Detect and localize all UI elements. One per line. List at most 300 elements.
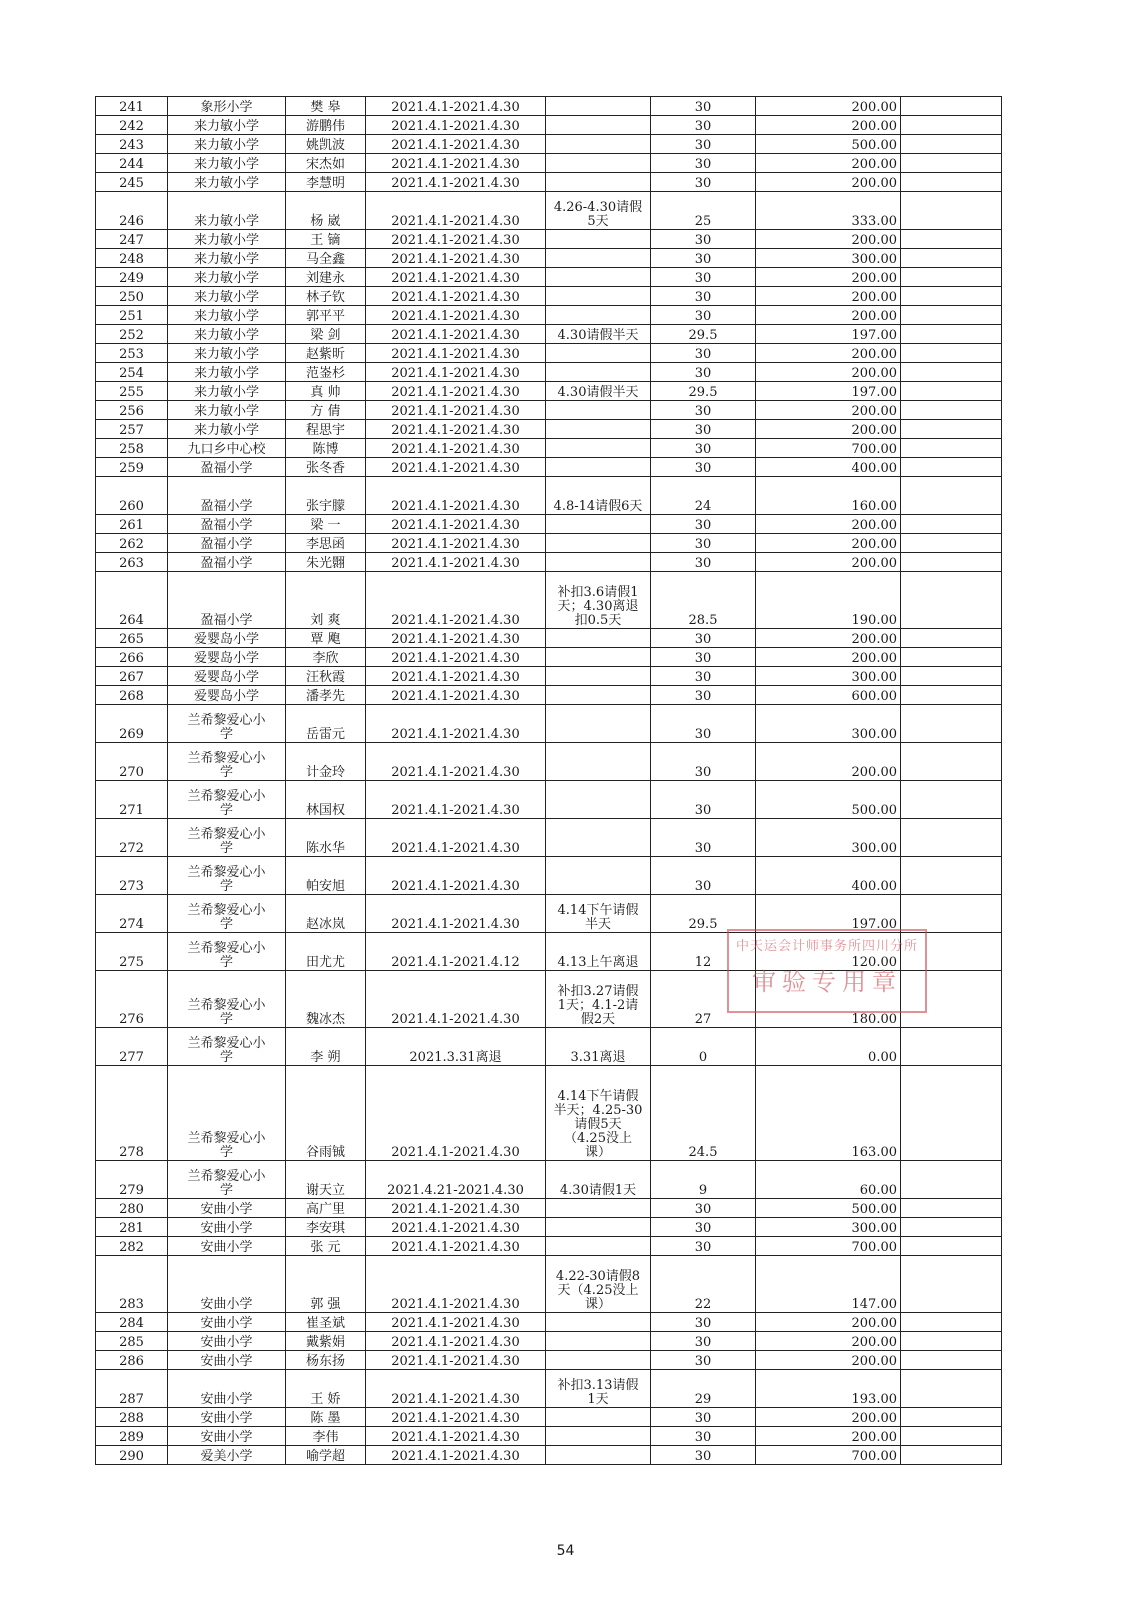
cell-period: 2021.4.1-2021.4.30 <box>366 97 546 116</box>
cell-blank <box>901 439 1002 458</box>
cell-amount: 200.00 <box>756 629 901 648</box>
table-row <box>96 819 1002 857</box>
table-row <box>96 933 1002 971</box>
cell-amount: 147.00 <box>756 1256 901 1313</box>
cell-school: 兰希黎爱心小 学 <box>168 1028 286 1066</box>
cell-days: 12 <box>651 933 756 971</box>
cell-blank <box>901 895 1002 933</box>
cell-number: 284 <box>96 1313 168 1332</box>
cell-school: 象形小学 <box>168 97 286 116</box>
table-row <box>96 325 1002 344</box>
cell-period: 2021.4.1-2021.4.30 <box>366 1332 546 1351</box>
cell-number: 253 <box>96 344 168 363</box>
cell-name: 李安琪 <box>286 1218 366 1237</box>
cell-school: 兰希黎爱心小 学 <box>168 1066 286 1161</box>
table-row <box>96 1256 1002 1313</box>
cell-note <box>546 420 651 439</box>
table-row <box>96 192 1002 230</box>
cell-school: 来力敏小学 <box>168 154 286 173</box>
cell-amount: 200.00 <box>756 515 901 534</box>
cell-number: 244 <box>96 154 168 173</box>
cell-amount: 700.00 <box>756 439 901 458</box>
cell-days: 30 <box>651 1199 756 1218</box>
table-row <box>96 743 1002 781</box>
cell-note: 4.22-30请假8 天（4.25没上 课） <box>546 1256 651 1313</box>
cell-note: 4.14下午请假 半天；4.25-30 请假5天 （4.25没上 课） <box>546 1066 651 1161</box>
cell-name: 王 娇 <box>286 1370 366 1408</box>
cell-period: 2021.4.1-2021.4.30 <box>366 572 546 629</box>
cell-period: 2021.4.1-2021.4.30 <box>366 895 546 933</box>
cell-period: 2021.4.1-2021.4.30 <box>366 1351 546 1370</box>
cell-amount: 200.00 <box>756 116 901 135</box>
cell-amount: 190.00 <box>756 572 901 629</box>
cell-name: 郭平平 <box>286 306 366 325</box>
cell-amount: 300.00 <box>756 249 901 268</box>
cell-period: 2021.4.1-2021.4.30 <box>366 705 546 743</box>
table-row <box>96 306 1002 325</box>
cell-school: 兰希黎爱心小 学 <box>168 819 286 857</box>
cell-number: 276 <box>96 971 168 1028</box>
cell-number: 259 <box>96 458 168 477</box>
cell-name: 计金玲 <box>286 743 366 781</box>
cell-number: 277 <box>96 1028 168 1066</box>
cell-note <box>546 344 651 363</box>
cell-school: 来力敏小学 <box>168 268 286 287</box>
cell-amount: 500.00 <box>756 135 901 154</box>
cell-school: 来力敏小学 <box>168 173 286 192</box>
cell-days: 9 <box>651 1161 756 1199</box>
cell-number: 282 <box>96 1237 168 1256</box>
cell-days: 30 <box>651 135 756 154</box>
cell-period: 2021.4.1-2021.4.30 <box>366 325 546 344</box>
cell-school: 安曲小学 <box>168 1332 286 1351</box>
cell-days: 30 <box>651 344 756 363</box>
cell-amount: 120.00 <box>756 933 901 971</box>
cell-blank <box>901 458 1002 477</box>
table-body <box>96 97 1002 1465</box>
cell-period: 2021.4.1-2021.4.30 <box>366 1408 546 1427</box>
cell-number: 264 <box>96 572 168 629</box>
table-row <box>96 1427 1002 1446</box>
cell-name: 田尤尤 <box>286 933 366 971</box>
cell-name: 李慧明 <box>286 173 366 192</box>
cell-note <box>546 135 651 154</box>
cell-school: 来力敏小学 <box>168 325 286 344</box>
cell-note <box>546 1408 651 1427</box>
cell-period: 2021.4.1-2021.4.30 <box>366 648 546 667</box>
cell-number: 256 <box>96 401 168 420</box>
cell-amount: 200.00 <box>756 1313 901 1332</box>
table-row <box>96 686 1002 705</box>
cell-note <box>546 249 651 268</box>
cell-name: 李伟 <box>286 1427 366 1446</box>
cell-days: 30 <box>651 705 756 743</box>
cell-days: 30 <box>651 306 756 325</box>
cell-name: 林国权 <box>286 781 366 819</box>
cell-period: 2021.4.1-2021.4.30 <box>366 1427 546 1446</box>
cell-name: 林子钦 <box>286 287 366 306</box>
cell-number: 258 <box>96 439 168 458</box>
cell-note <box>546 1237 651 1256</box>
table-row <box>96 173 1002 192</box>
cell-number: 288 <box>96 1408 168 1427</box>
cell-name: 陈博 <box>286 439 366 458</box>
cell-note <box>546 1332 651 1351</box>
cell-period: 2021.4.1-2021.4.30 <box>366 1446 546 1465</box>
cell-school: 安曲小学 <box>168 1408 286 1427</box>
cell-name: 岳雷元 <box>286 705 366 743</box>
cell-amount: 200.00 <box>756 420 901 439</box>
cell-period: 2021.4.21-2021.4.30 <box>366 1161 546 1199</box>
cell-blank <box>901 344 1002 363</box>
cell-blank <box>901 1351 1002 1370</box>
cell-note <box>546 401 651 420</box>
cell-name: 姚凯波 <box>286 135 366 154</box>
cell-school: 来力敏小学 <box>168 192 286 230</box>
cell-days: 24 <box>651 477 756 515</box>
cell-note <box>546 515 651 534</box>
cell-note <box>546 1446 651 1465</box>
cell-period: 2021.4.1-2021.4.30 <box>366 629 546 648</box>
cell-school: 安曲小学 <box>168 1351 286 1370</box>
cell-blank <box>901 1218 1002 1237</box>
cell-school: 来力敏小学 <box>168 363 286 382</box>
cell-period: 2021.4.1-2021.4.30 <box>366 287 546 306</box>
cell-number: 289 <box>96 1427 168 1446</box>
table-row <box>96 344 1002 363</box>
subsidy-table <box>95 96 1002 1465</box>
cell-name: 谢天立 <box>286 1161 366 1199</box>
cell-school: 兰希黎爱心小 学 <box>168 1161 286 1199</box>
cell-days: 30 <box>651 230 756 249</box>
cell-period: 2021.4.1-2021.4.30 <box>366 116 546 135</box>
cell-note <box>546 230 651 249</box>
cell-period: 2021.4.1-2021.4.30 <box>366 135 546 154</box>
cell-blank <box>901 515 1002 534</box>
cell-days: 28.5 <box>651 572 756 629</box>
cell-period: 2021.4.1-2021.4.30 <box>366 819 546 857</box>
cell-school: 爱婴岛小学 <box>168 686 286 705</box>
cell-days: 30 <box>651 116 756 135</box>
cell-name: 宋杰如 <box>286 154 366 173</box>
cell-number: 272 <box>96 819 168 857</box>
cell-blank <box>901 173 1002 192</box>
cell-number: 242 <box>96 116 168 135</box>
cell-blank <box>901 648 1002 667</box>
cell-period: 2021.4.1-2021.4.30 <box>366 420 546 439</box>
cell-name: 魏冰杰 <box>286 971 366 1028</box>
cell-amount: 197.00 <box>756 325 901 344</box>
cell-period: 2021.4.1-2021.4.30 <box>366 344 546 363</box>
cell-amount: 200.00 <box>756 287 901 306</box>
cell-name: 真 帅 <box>286 382 366 401</box>
cell-name: 赵紫昕 <box>286 344 366 363</box>
table-row <box>96 1199 1002 1218</box>
cell-amount: 160.00 <box>756 477 901 515</box>
cell-period: 2021.4.1-2021.4.30 <box>366 1199 546 1218</box>
cell-school: 安曲小学 <box>168 1256 286 1313</box>
cell-days: 30 <box>651 1351 756 1370</box>
cell-school: 安曲小学 <box>168 1199 286 1218</box>
cell-name: 马全鑫 <box>286 249 366 268</box>
cell-amount: 200.00 <box>756 344 901 363</box>
cell-amount: 700.00 <box>756 1237 901 1256</box>
cell-period: 2021.4.1-2021.4.30 <box>366 743 546 781</box>
table-row <box>96 230 1002 249</box>
cell-name: 赵冰岚 <box>286 895 366 933</box>
cell-note: 4.30请假1天 <box>546 1161 651 1199</box>
table-row <box>96 363 1002 382</box>
cell-note <box>546 1351 651 1370</box>
cell-days: 30 <box>651 420 756 439</box>
cell-school: 安曲小学 <box>168 1427 286 1446</box>
table-row <box>96 287 1002 306</box>
cell-period: 2021.4.1-2021.4.30 <box>366 1066 546 1161</box>
cell-school: 盈福小学 <box>168 515 286 534</box>
cell-amount: 197.00 <box>756 382 901 401</box>
cell-amount: 200.00 <box>756 1427 901 1446</box>
cell-blank <box>901 287 1002 306</box>
cell-school: 安曲小学 <box>168 1237 286 1256</box>
cell-blank <box>901 629 1002 648</box>
cell-school: 盈福小学 <box>168 477 286 515</box>
cell-blank <box>901 325 1002 344</box>
cell-note <box>546 287 651 306</box>
cell-name: 潘孝先 <box>286 686 366 705</box>
cell-name: 范崟杉 <box>286 363 366 382</box>
cell-school: 爱婴岛小学 <box>168 667 286 686</box>
cell-number: 286 <box>96 1351 168 1370</box>
cell-school: 爱美小学 <box>168 1446 286 1465</box>
cell-note <box>546 534 651 553</box>
cell-name: 李欣 <box>286 648 366 667</box>
cell-number: 281 <box>96 1218 168 1237</box>
cell-note: 4.26-4.30请假 5天 <box>546 192 651 230</box>
cell-blank <box>901 116 1002 135</box>
cell-blank <box>901 382 1002 401</box>
cell-amount: 200.00 <box>756 268 901 287</box>
cell-days: 30 <box>651 743 756 781</box>
cell-period: 2021.3.31离退 <box>366 1028 546 1066</box>
table-row <box>96 705 1002 743</box>
cell-period: 2021.4.1-2021.4.30 <box>366 1237 546 1256</box>
cell-period: 2021.4.1-2021.4.30 <box>366 1370 546 1408</box>
table-row <box>96 268 1002 287</box>
table-row <box>96 895 1002 933</box>
page-number: 54 <box>556 1543 575 1559</box>
cell-name: 朱光翾 <box>286 553 366 572</box>
cell-number: 273 <box>96 857 168 895</box>
table-row <box>96 534 1002 553</box>
cell-number: 250 <box>96 287 168 306</box>
table-row <box>96 572 1002 629</box>
cell-blank <box>901 743 1002 781</box>
table-row <box>96 515 1002 534</box>
cell-name: 王 镝 <box>286 230 366 249</box>
cell-period: 2021.4.1-2021.4.30 <box>366 306 546 325</box>
cell-school: 兰希黎爱心小 学 <box>168 971 286 1028</box>
cell-amount: 200.00 <box>756 306 901 325</box>
cell-period: 2021.4.1-2021.4.30 <box>366 249 546 268</box>
cell-period: 2021.4.1-2021.4.30 <box>366 781 546 819</box>
cell-amount: 200.00 <box>756 97 901 116</box>
cell-note <box>546 553 651 572</box>
cell-days: 30 <box>651 1237 756 1256</box>
cell-period: 2021.4.1-2021.4.30 <box>366 1313 546 1332</box>
cell-blank <box>901 1332 1002 1351</box>
cell-days: 30 <box>651 648 756 667</box>
cell-school: 兰希黎爱心小 学 <box>168 781 286 819</box>
table-row <box>96 1028 1002 1066</box>
cell-number: 263 <box>96 553 168 572</box>
table-row <box>96 629 1002 648</box>
cell-number: 271 <box>96 781 168 819</box>
cell-blank <box>901 553 1002 572</box>
cell-amount: 200.00 <box>756 1332 901 1351</box>
cell-blank <box>901 971 1002 1028</box>
cell-period: 2021.4.1-2021.4.30 <box>366 971 546 1028</box>
cell-days: 0 <box>651 1028 756 1066</box>
cell-days: 30 <box>651 1313 756 1332</box>
table-row <box>96 971 1002 1028</box>
table-row <box>96 135 1002 154</box>
cell-note: 4.30请假半天 <box>546 325 651 344</box>
cell-amount: 200.00 <box>756 173 901 192</box>
cell-name: 樊 皋 <box>286 97 366 116</box>
cell-school: 来力敏小学 <box>168 420 286 439</box>
cell-period: 2021.4.1-2021.4.30 <box>366 268 546 287</box>
cell-school: 兰希黎爱心小 学 <box>168 933 286 971</box>
cell-number: 249 <box>96 268 168 287</box>
table-row <box>96 420 1002 439</box>
cell-note <box>546 1427 651 1446</box>
cell-days: 30 <box>651 439 756 458</box>
cell-days: 30 <box>651 154 756 173</box>
cell-number: 247 <box>96 230 168 249</box>
cell-period: 2021.4.1-2021.4.30 <box>366 667 546 686</box>
cell-note <box>546 819 651 857</box>
cell-amount: 200.00 <box>756 534 901 553</box>
cell-period: 2021.4.1-2021.4.30 <box>366 192 546 230</box>
cell-number: 266 <box>96 648 168 667</box>
cell-amount: 300.00 <box>756 705 901 743</box>
cell-school: 来力敏小学 <box>168 382 286 401</box>
cell-days: 30 <box>651 249 756 268</box>
cell-name: 郭 强 <box>286 1256 366 1313</box>
cell-days: 27 <box>651 971 756 1028</box>
cell-period: 2021.4.1-2021.4.30 <box>366 382 546 401</box>
cell-blank <box>901 420 1002 439</box>
cell-note <box>546 439 651 458</box>
cell-note <box>546 154 651 173</box>
cell-amount: 500.00 <box>756 781 901 819</box>
cell-name: 张冬香 <box>286 458 366 477</box>
cell-days: 30 <box>651 819 756 857</box>
cell-school: 兰希黎爱心小 学 <box>168 895 286 933</box>
cell-number: 274 <box>96 895 168 933</box>
cell-blank <box>901 477 1002 515</box>
cell-note <box>546 116 651 135</box>
table-row <box>96 553 1002 572</box>
cell-blank <box>901 572 1002 629</box>
cell-name: 方 倩 <box>286 401 366 420</box>
cell-period: 2021.4.1-2021.4.12 <box>366 933 546 971</box>
cell-school: 来力敏小学 <box>168 116 286 135</box>
table-row <box>96 1446 1002 1465</box>
table-row <box>96 154 1002 173</box>
cell-number: 262 <box>96 534 168 553</box>
cell-period: 2021.4.1-2021.4.30 <box>366 857 546 895</box>
cell-amount: 200.00 <box>756 648 901 667</box>
cell-blank <box>901 1161 1002 1199</box>
cell-blank <box>901 268 1002 287</box>
cell-note: 4.30请假半天 <box>546 382 651 401</box>
cell-school: 爱婴岛小学 <box>168 648 286 667</box>
cell-name: 陈水华 <box>286 819 366 857</box>
cell-days: 30 <box>651 1218 756 1237</box>
table-row <box>96 1066 1002 1161</box>
cell-name: 帕安旭 <box>286 857 366 895</box>
cell-amount: 200.00 <box>756 230 901 249</box>
table-row <box>96 1313 1002 1332</box>
cell-number: 280 <box>96 1199 168 1218</box>
cell-amount: 200.00 <box>756 363 901 382</box>
cell-note <box>546 648 651 667</box>
cell-name: 戴紫娟 <box>286 1332 366 1351</box>
cell-blank <box>901 1427 1002 1446</box>
stamp-line-1: 中天运会计师事务所四川分所 <box>735 939 918 954</box>
cell-period: 2021.4.1-2021.4.30 <box>366 230 546 249</box>
cell-period: 2021.4.1-2021.4.30 <box>366 477 546 515</box>
cell-number: 285 <box>96 1332 168 1351</box>
cell-name: 刘 爽 <box>286 572 366 629</box>
cell-blank <box>901 534 1002 553</box>
table-row <box>96 1408 1002 1427</box>
cell-name: 游鹏伟 <box>286 116 366 135</box>
cell-days: 29.5 <box>651 325 756 344</box>
cell-days: 30 <box>651 363 756 382</box>
cell-number: 270 <box>96 743 168 781</box>
cell-amount: 333.00 <box>756 192 901 230</box>
cell-amount: 400.00 <box>756 857 901 895</box>
cell-number: 246 <box>96 192 168 230</box>
cell-school: 来力敏小学 <box>168 135 286 154</box>
cell-amount: 0.00 <box>756 1028 901 1066</box>
table-row <box>96 667 1002 686</box>
cell-days: 29.5 <box>651 895 756 933</box>
cell-blank <box>901 1256 1002 1313</box>
cell-note <box>546 629 651 648</box>
cell-name: 崔圣斌 <box>286 1313 366 1332</box>
cell-amount: 193.00 <box>756 1370 901 1408</box>
cell-blank <box>901 306 1002 325</box>
table-row <box>96 1237 1002 1256</box>
cell-number: 278 <box>96 1066 168 1161</box>
cell-blank <box>901 1408 1002 1427</box>
cell-name: 陈 墨 <box>286 1408 366 1427</box>
cell-name: 汪秋霞 <box>286 667 366 686</box>
cell-name: 程思宇 <box>286 420 366 439</box>
cell-school: 来力敏小学 <box>168 230 286 249</box>
cell-period: 2021.4.1-2021.4.30 <box>366 154 546 173</box>
cell-note: 4.13上午离退 <box>546 933 651 971</box>
cell-note <box>546 306 651 325</box>
cell-amount: 200.00 <box>756 743 901 781</box>
cell-name: 梁 一 <box>286 515 366 534</box>
cell-note: 补扣3.27请假 1天；4.1-2请 假2天 <box>546 971 651 1028</box>
cell-school: 安曲小学 <box>168 1218 286 1237</box>
cell-blank <box>901 819 1002 857</box>
